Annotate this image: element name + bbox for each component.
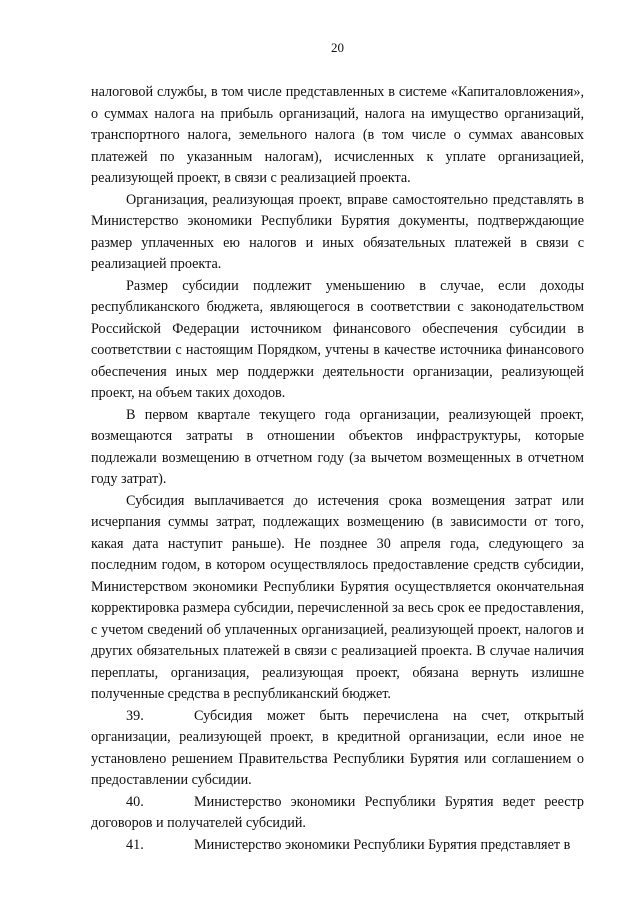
paragraph: Субсидия выплачивается до истечения срока возмещения затрат или исчерпания суммы затрат, подлежащих возмещению (в зависимости от того, какая дата наступит раньше). Не позднее 30 апреля года, следующего за последним годом, в котором осуществлялось предоставление средств субсидии, Министерством экономики Республики Бурятия осуществляется окончательная корректировка размера субсидии, перечисленной за весь срок ее предоставления, с учетом сведений об уплаченных организацией, реализующей проект, налогов и других обязательных платежей в связи с реализацией проекта. В случае наличия переплаты, организация, реализующая проект, обязана вернуть излишне полученные средства в республиканский бюджет. xyxy=(91,492,584,702)
item-text: Министерство экономики Республики Бурятия ведет реестр договоров и получателей субсидий. xyxy=(91,793,584,831)
paragraph: Размер субсидии подлежит уменьшению в случае, если доходы республиканского бюджета, являющегося в соответствии с законодательством Российской Федерации источником финансового обеспечения субсидии в соответствии с настоящим Порядком, учтены в качестве источника финансового обеспечения иных мер поддержки деятельности организации, реализующей проект, на объем таких доходов. xyxy=(91,277,584,401)
numbered-item-40 xyxy=(91,792,584,835)
item-number: 39. xyxy=(126,707,144,724)
paragraph: В первом квартале текущего года организации, реализующей проект, возмещаются затраты в отношении объектов инфраструктуры, которые подлежали возмещению в отчетном году (за вычетом возмещенных в отчетном году затрат). xyxy=(91,406,584,487)
item-number: 40. xyxy=(126,793,144,810)
item-number: 41. xyxy=(126,836,144,853)
paragraph: Организация, реализующая проект, вправе самостоятельно представлять в Министерство экономики Республики Бурятия документы, подтверждающие размер уплаченных ею налогов и иных обязательных платежей в связи с реализацией проекта. xyxy=(91,191,584,272)
numbered-item-39 xyxy=(91,706,584,792)
item-text: Министерство экономики Республики Бурятия представляет в xyxy=(194,836,571,853)
item-text: Субсидия может быть перечислена на счет, открытый организации, реализующей проект, в кредитной организации, если иное не установлено решением Правительства Республики Бурятия или соглашением о предоставлении субсидии. xyxy=(91,707,584,788)
page-number: 20 xyxy=(331,40,344,55)
paragraph-continuation: налоговой службы, в том числе представленных в системе «Капиталовложения», о суммах налога на прибыль организаций, налога на имущество организаций, транспортного налога, земельного налога (в том числе о суммах авансовых платежей по указанным налогам), исчисленных к уплате организацией, реализующей проект, в связи с реализацией проекта. xyxy=(91,84,584,186)
numbered-item-41 xyxy=(91,835,584,857)
